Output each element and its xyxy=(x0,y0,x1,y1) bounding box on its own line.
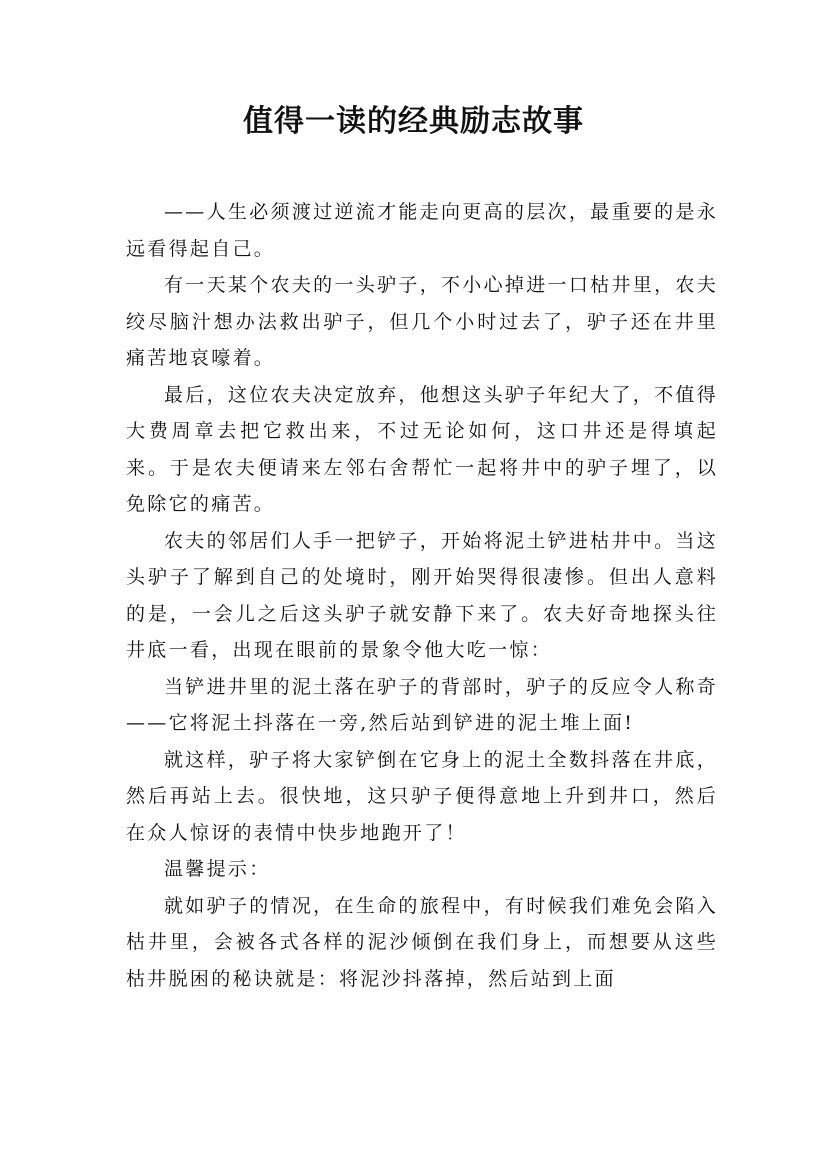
document-title: 值得一读的经典励志故事 xyxy=(243,104,584,139)
paragraph: 当铲进井里的泥土落在驴子的背部时，驴子的反应令人称奇——它将泥土抖落在一旁,然后站到铲进的泥土堆上面! xyxy=(126,675,718,734)
paragraph: 就这样，驴子将大家铲倒在它身上的泥土全数抖落在井底，然后再站上去。很快地，这只驴子便得意地上升到井口，然后在众人惊讶的表情中快步地跑开了！ xyxy=(126,748,718,844)
paragraph: 就如驴子的情况，在生命的旅程中，有时候我们难免会陷入枯井里，会被各式各样的泥沙倾倒在我们身上，而想要从这些枯井脱困的秘诀就是：将泥沙抖落掉，然后站到上面 xyxy=(126,894,718,990)
paragraph: 农夫的邻居们人手一把铲子，开始将泥土铲进枯井中。当这头驴子了解到自己的处境时，刚开始哭得很凄惨。但出人意料的是，一会儿之后这头驴子就安静下来了。农夫好奇地探头往井底一看，出现在眼前的景象令他大吃一惊： xyxy=(126,529,718,661)
paragraph: 有一天某个农夫的一头驴子，不小心掉进一口枯井里，农夫绞尽脑汁想办法救出驴子，但几个小时过去了，驴子还在井里痛苦地哀嚎着。 xyxy=(126,274,718,369)
paragraph-tip-heading: 温馨提示： xyxy=(164,858,271,880)
paragraph: 最后，这位农夫决定放弃，他想这头驴子年纪大了，不值得大费周章去把它救出来，不过无论如何，这口井还是得填起来。于是农夫便请来左邻右舍帮忙一起将井中的驴子埋了，以免除它的痛苦。 xyxy=(126,383,718,515)
document-body xyxy=(126,194,718,997)
paragraph-epigraph: ——人生必须渡过逆流才能走向更高的层次，最重要的是永远看得起自己。 xyxy=(126,201,718,260)
